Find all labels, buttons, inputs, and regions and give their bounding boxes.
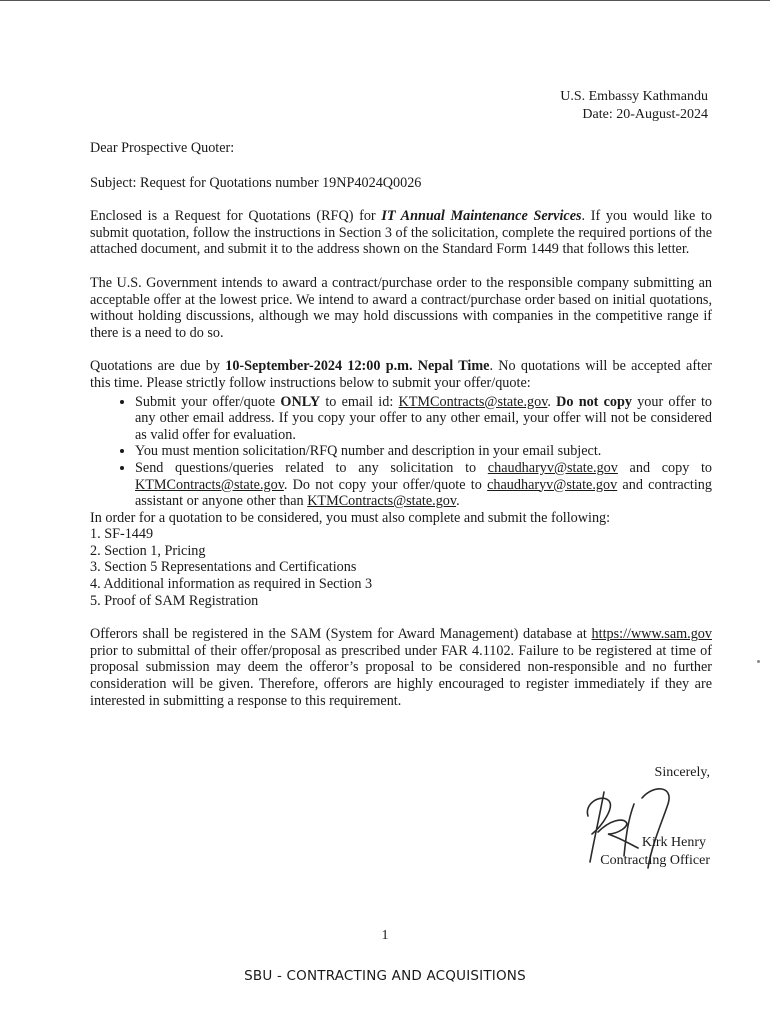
requirements-intro: In order for a quotation to be considered, you must also complete and submit the following: [90,509,611,526]
paragraph-sam: Offerors shall be registered in the SAM (System for Award Management) database at https://www.sam.gov prior to submittal of their offer/proposal as prescribed under FAR 4.1102. Failure to be registered at time of proposal submission may deem the offeror’s proposal to be considered non-responsible and no further consideration will be given. Therefore, offerors are highly encouraged to register immediately if they are interested in submitting a response to this requirement. [90,626,712,709]
spacer [90,609,712,626]
list-item: 5. Proof of SAM Registration [90,592,259,609]
closing-sincerely: Sincerely, [654,765,710,780]
sam-link[interactable]: https://www.sam.gov [591,626,712,643]
subject-line: Subject: Request for Quotations number 19NP4024Q0026 [90,174,422,191]
signature-block [542,764,712,876]
email-link[interactable]: KTMContracts@state.gov [398,393,548,410]
list-item: 1. SF-1449 [90,526,154,543]
service-title: IT Annual Maintenance Services [381,208,582,225]
email-link[interactable]: KTMContracts@state.gov [135,476,284,493]
scan-edge-line [0,0,770,4]
list-item: 3. Section 5 Representations and Certifications [90,559,357,576]
paragraph-enclosure: Enclosed is a Request for Quotations (RFQ) for IT Annual Maintenance Services. If you would like to submit quotation, follow the instructions in Section 3 of the solicitation, complete the required portions of the attached document, and submit it to the address shown on the Standard Form 1449 that follows this letter. [90,208,712,258]
page-number: 1 [381,928,389,943]
list-item: 4. Additional information as required in Section 3 [90,576,373,593]
embassy-name: U.S. Embassy Kathmandu [560,89,708,104]
list-item: 2. Section 1, Pricing [90,542,206,559]
scan-speck [757,660,760,663]
salutation: Dear Prospective Quoter: [90,140,235,156]
requirements-list [90,526,712,609]
deadline: 10-September-2024 12:00 p.m. Nepal Time [225,358,490,375]
paragraph-deadline: Quotations are due by 10-September-2024 12:00 p.m. Nepal Time. No quotations will be accepted after this time. Please strictly follow instructions below to submit your offer/quote: [90,358,713,391]
list-item: • You must mention solicitation/RFQ number and description in your email subject. [135,443,712,460]
classification-footer: SBU - CONTRACTING AND ACQUISITIONS [244,968,526,984]
letter-header [560,88,708,124]
email-link[interactable]: chaudharyv@state.gov [487,476,618,493]
paragraph-award: The U.S. Government intends to award a contract/purchase order to the responsible company submitting an acceptable offer at the lowest price. We intend to award a contract/purchase order based on initial quotations, without holding discussions, although we may hold discussions with companies in the competitive range if there is a need to do so. [90,274,712,341]
list-item: • Send questions/queries related to any solicitation to chaudharyv@state.gov and copy to KTMContracts@state.gov. Do not copy your offer/quote to chaudharyv@state.gov and contracting assistant or anyone other than KTMContracts@state.gov. [135,460,712,510]
signatory-title: Contracting Officer [600,853,710,868]
email-link[interactable]: chaudharyv@state.gov [487,459,618,476]
letter-date: Date: 20-August-2024 [582,107,708,122]
email-link[interactable]: KTMContracts@state.gov [307,493,457,510]
list-item: • Submit your offer/quote ONLY to email id: KTMContracts@state.gov. Do not copy your offer to any other email address. If you copy your offer to any other email, your offer will not be considered as valid offer for evaluation. [135,394,712,444]
letter-body [90,140,712,726]
instruction-list [90,394,712,510]
signatory-name: Kirk Henry [641,835,706,850]
